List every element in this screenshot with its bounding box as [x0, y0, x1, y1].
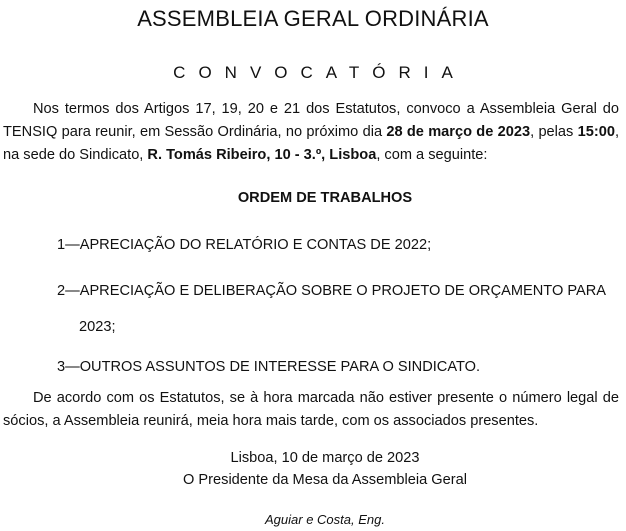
intro-text-3: , na sede do Sindicato,: [3, 124, 620, 163]
meeting-time: 15:00: [577, 124, 615, 140]
signatory-role: O Presidente da Mesa da Assembleia Geral: [183, 472, 467, 488]
intro-paragraph: [3, 98, 619, 167]
agenda-item-2-line: 2—APRECIAÇÃO E DELIBERAÇÃO SOBRE O PROJETO DE ORÇAMENTO PARA: [57, 283, 607, 299]
closing-paragraph: [3, 387, 619, 433]
agenda-item-1: 1—APRECIAÇÃO DO RELATÓRIO E CONTAS DE 2022;: [57, 237, 432, 253]
document-subtitle: CONVOCATÓRIA: [173, 63, 466, 82]
agenda-item-2-continuation: 2023;: [79, 319, 116, 335]
meeting-address: R. Tomás Ribeiro, 10 - 3.º, Lisboa: [147, 147, 377, 163]
intro-text-1: Nos termos dos Artigos 17, 19, 20 e 21 dos Estatutos, convoco a Assembleia Geral do TENSIQ para reunir, em Sessão Ordinária, no próximo dia: [3, 101, 619, 140]
closing-text: De acordo com os Estatutos, se à hora marcada não estiver presente o número legal de sócios, a Assembleia reunirá, meia hora mais tarde, com os associados presentes.: [3, 390, 619, 429]
place-date: Lisboa, 10 de março de 2023: [230, 450, 420, 466]
intro-text-2: , pelas: [530, 124, 578, 140]
intro-text-4: , com a seguinte:: [376, 147, 488, 163]
meeting-date: 28 de março de 2023: [386, 124, 531, 140]
agenda-item-2: [57, 274, 618, 344]
document-title: ASSEMBLEIA GERAL ORDINÁRIA: [137, 6, 489, 31]
agenda-item-3: 3—OUTROS ASSUNTOS DE INTERESSE PARA O SINDICATO.: [57, 359, 481, 375]
signatory-name: Aguiar e Costa, Eng.: [265, 512, 385, 527]
agenda-title: ORDEM DE TRABALHOS: [237, 190, 413, 206]
